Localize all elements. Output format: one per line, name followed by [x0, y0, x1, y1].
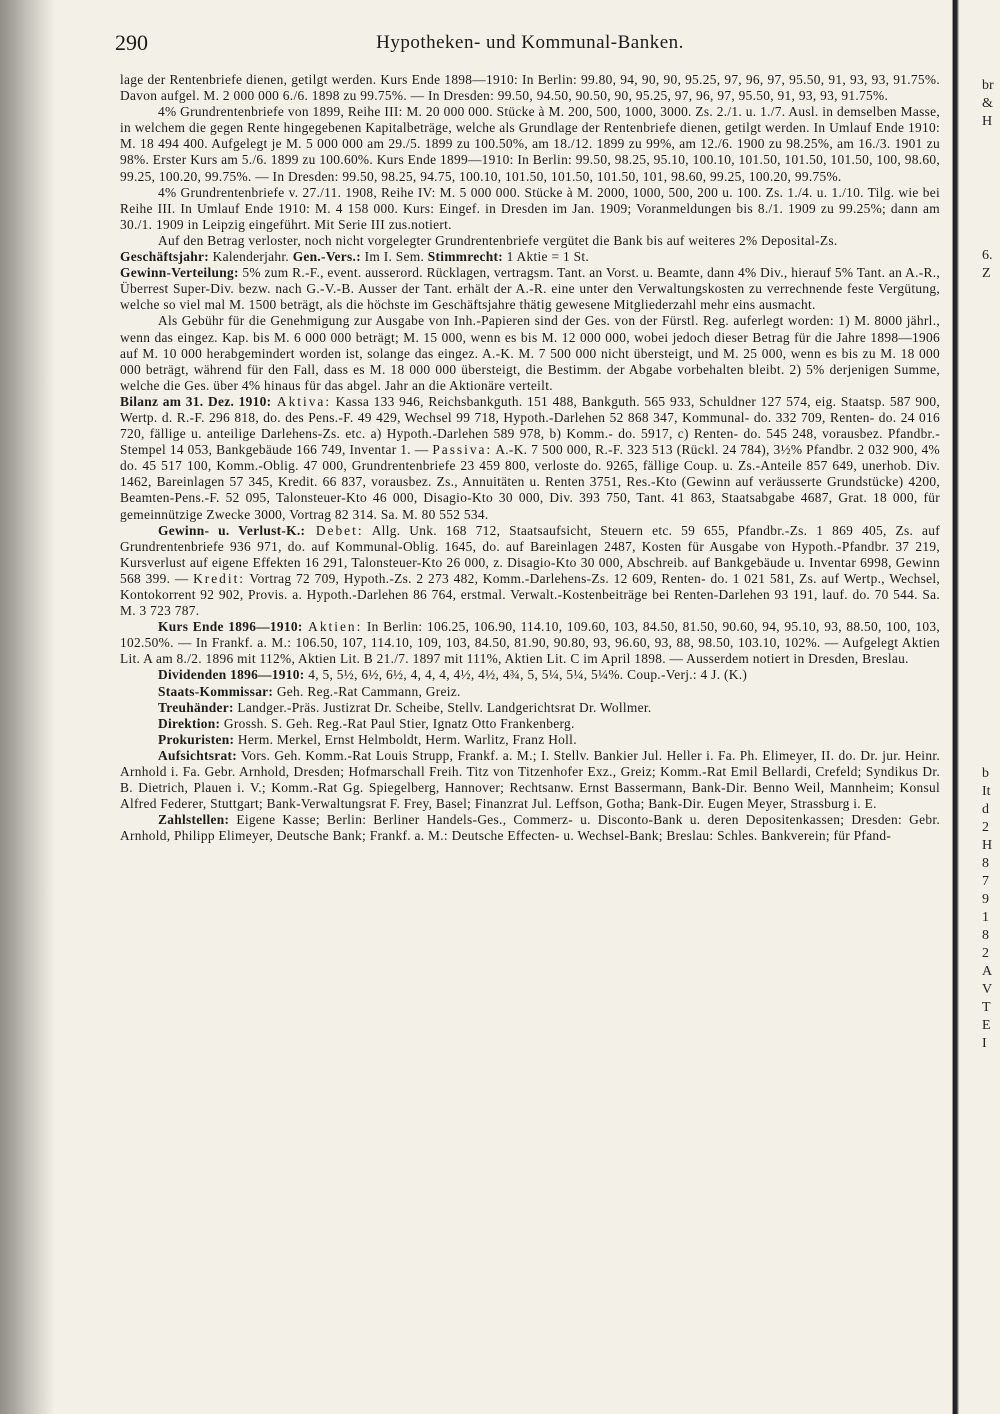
section-label: Bilanz am 31. Dez. 1910: [120, 393, 272, 409]
paragraph [120, 523, 940, 620]
section-label: Stimmrecht: [427, 249, 503, 265]
facing-page-fragment: b [982, 766, 989, 781]
paragraph-text: lage der Rentenbriefe dienen, getilgt werden. Kurs Ende 1898—1910: In Berlin: 99.80, 94, 90, 90, 95.25, 97, 96, 97, 95.50, 91, 93, 93, 91.75%. Davon aufgel. M. 2 000 000 6./6. 1898 zu 99.75%. — In Dresden: 99.50, 94.50, 90.50, 90, 95.25, 97, 96, 97, 95.50, 91, 93, 93, 91.75%. [120, 72, 940, 104]
paragraph [120, 185, 940, 233]
facing-page-edge [940, 0, 1000, 1414]
paragraph [120, 667, 940, 683]
paragraph-text: Vors. Geh. Komm.-Rat Louis Strupp, Frankf. a. M.; I. Stellv. Bankier Jul. Heller i. Fa. Ph. Elimeyer, II. do. Dr. jur. Heinr. Arnhold i. Fa. Gebr. Arnhold, Dresden; Hofmarschall Freih. Titz von Titzenhofer Exz., Greiz; Komm.-Rat Emil Bellardi, Crefeld; Syndikus Dr. B. Dietrich, Plauen i. V.; Komm.-Rat Gg. Spiegelberg, Hannover; Rechtsanw. Ernst Bassermann, Bank-Dir. Benno Weil, Mannheim; Konsul Alfred Federer, Stuttgart; Bank-Verwaltungsrat F. Frey, Basel; Finanzrat Jul. Leffson, Gotha; Bank-Dir. Eugen Meyer, Strassburg i. E. [120, 747, 940, 812]
paragraph [120, 104, 940, 184]
facing-page-fragment: Z [982, 266, 991, 281]
paragraph-text: 1 Aktie = 1 St. [503, 249, 590, 265]
spaced-label: Debet: [305, 522, 364, 538]
paragraph-text: Grossh. S. Geh. Reg.-Rat Paul Stier, Ignatz Otto Frankenberg. [220, 715, 575, 731]
section-label: Dividenden 1896—1910: [158, 667, 305, 683]
paragraph [120, 732, 940, 748]
paragraph-text: Allg. Unk. 168 712, Staatsaufsicht, Steuern etc. 59 655, Pfandbr.-Zs. 1 869 405, Zs. auf Grundrentenbriefe 936 971, do. auf Kommunal-Oblig. 1645, do. auf Bareinlagen 2487, Kosten für Ausgabe von Hypoth.-Pfandbr. 37 219, Kursverlust auf eigene Effekten 16 291, Talonsteuer-Kto 26 000, z. Disagio-Kto 30 000, Abschreib. auf Bankgebäude u. Inventar 6998, Gewinn 568 399. — [120, 522, 940, 586]
facing-page-fragment: 2 [982, 946, 989, 961]
section-label: Zahlstellen: [158, 812, 230, 828]
section-label: Kurs Ende 1896—1910: [158, 619, 303, 635]
facing-page-fragment: I [982, 1036, 987, 1051]
paragraph-text: Im I. Sem. [360, 249, 428, 265]
page-number: 290 [115, 30, 148, 55]
paragraph-text: Kassa 133 946, Reichsbankguth. 151 488, Bankguth. 565 933, Schuldner 127 574, eig. Staatsp. 587 900, Wertp. d. R.-F. 296 818, do. des Pens.-F. 49 429, Wechsel 99 718, Hypoth.-Darlehen 52 868 347, Kommunal- do. 332 709, Renten- do. 24 016 720, fällige u. anteilige Darlehens-Zs. etc. a) Hypoth.-Darlehen 589 978, b) Komm.- do. 5917, c) Renten- do. 545 248, vorausbez. Pfandbr.-Stempel 14 053, Bankgebäude 166 749, Inventar 1. — [120, 393, 940, 458]
paragraph-text: Kalenderjahr. [209, 249, 293, 265]
paragraph [120, 619, 940, 667]
section-label: Aufsichtsrat: [158, 747, 238, 763]
facing-page-fragment: T [982, 1000, 991, 1015]
article-body [120, 72, 940, 845]
paragraph [120, 265, 940, 313]
paragraph-text: Landger.-Präs. Justizrat Dr. Scheibe, Stellv. Landgerichtsrat Dr. Wollmer. [233, 699, 652, 715]
section-label: Prokuristen: [158, 731, 235, 747]
paragraph-text: 4, 5, 5½, 6½, 6½, 4, 4, 4, 4½, 4½, 4¾, 5, 5¼, 5¼, 5¼%. Coup.-Verj.: 4 J. (K.) [304, 667, 748, 683]
section-label: Geschäftsjahr: [120, 249, 209, 265]
spaced-label: Aktien: [302, 619, 363, 635]
facing-page-fragment: 2 [982, 820, 989, 835]
paragraph-text: Herm. Merkel, Ernst Helmboldt, Herm. Warlitz, Franz Holl. [234, 731, 577, 747]
page-header [115, 30, 945, 54]
facing-page-fragment: 9 [982, 892, 989, 907]
paragraph [120, 72, 940, 104]
paragraph [120, 684, 940, 700]
facing-page-fragment: 8 [982, 928, 989, 943]
spaced-label: Aktiva: [271, 393, 332, 409]
paragraph-text: Eigene Kasse; Berlin: Berliner Handels-Ges., Commerz- u. Disconto-Bank u. deren Depositenkassen; Dresden: Gebr. Arnhold, Philipp Elimeyer, Deutsche Bank; Frankf. a. M.: Deutsche Effecten- u. Wechsel-Bank; Breslau: Schles. Bankverein; für Pfand- [120, 812, 940, 844]
binding-shadow [0, 0, 55, 1414]
paragraph [120, 748, 940, 812]
paragraph-text: 5% zum R.-F., event. ausserord. Rücklagen, vertragsm. Tant. an Vorst. u. Beamte, dann 4% Div., hierauf 5% Tant. an A.-R., Überrest Super-Div. bezw. nach G.-V.-B. Ausser der Tant. erhält der A.-R. eine unter den Verwaltungskosten zu verrechnende feste Vergütung, welche so viel mal M. 1500 beträgt, als die höchste im Geschäftsjahre thätig gewesene Mitgliederzahl mehr eins ausmacht. [120, 265, 940, 313]
paragraph [120, 249, 940, 265]
paragraph-text: 4% Grundrentenbriefe v. 27./11. 1908, Reihe IV: M. 5 000 000. Stücke à M. 2000, 1000, 500, 200 u. 100. Zs. 1./4. u. 1./10. Tilg. wie bei Reihe III. In Umlauf Ende 1910: M. 4 158 000. Kurs: Eingef. in Dresden im Jan. 1909; Voranmeldungen bis 8./1. 1909 zu 99.25%; dann am 30./1. 1909 in Leipzig eingeführt. Mit Serie III zus.notiert. [120, 184, 940, 232]
paragraph [120, 313, 940, 393]
section-label: Gewinn-Verteilung: [120, 265, 239, 281]
paragraph-text: In Berlin: 106.25, 106.90, 114.10, 109.60, 103, 84.50, 81.50, 90.60, 94, 95.10, 93, 88.50, 100, 103, 102.50%. — In Frankf. a. M.: 106.50, 107, 114.10, 109, 103, 84.50, 81.90, 90.80, 93, 96.60, 93, 88, 98.50, 103.10, 102%. — Aufgelegt Aktien Lit. A am 8./2. 1896 mit 112%, Aktien Lit. B 21./7. 1897 mit 111%, Aktien Lit. C im April 1898. — Ausserdem notiert in Dresden, Breslau. [120, 619, 940, 667]
facing-page-fragment: 7 [982, 874, 989, 889]
paragraph [120, 700, 940, 716]
section-label: Staats-Kommissar: [158, 683, 274, 699]
paragraph-text: Als Gebühr für die Genehmigung zur Ausgabe von Inh.-Papieren sind der Ges. von der Fürstl. Reg. auferlegt worden: 1) M. 8000 jährl., wenn das eingez. Kap. bis M. 6 000 000 beträgt; M. 15 000, wenn es bis M. 12 000 000, wobei jedoch dieser Betrag für die Jahre 1898—1906 auf M. 10 000 herabgemindert worden ist, solange das eingez. A.-K. M. 7 500 000 nicht übersteigt, und M. 25 000, wenn es bis zu M. 18 000 000 beträgt, während für den Fall, dass es M. 18 000 000 übersteigt, die Bestimm. der Abgabe vorbehalten bleibt. 2) 5% derjenigen Summe, welche die Ges. über 4% hinaus für das abgel. Jahr an die Aktionäre verteilt. [120, 313, 940, 393]
facing-page-fragment: & [982, 96, 993, 111]
paragraph [120, 233, 940, 249]
section-label: Treuhänder: [158, 699, 234, 715]
paragraph [120, 716, 940, 732]
paragraph-text: A.-K. 7 500 000, R.-F. 323 513 (Rückl. 24 784), 3½% Pfandbr. 2 032 900, 4% do. 45 517 100, Komm.-Oblig. 47 000, Grundrentenbriefe 23 459 800, verloste do. 9265, fällige Coup. u. Zs.-Anteile 857 649, unerhob. Div. 1462, Bareinlagen 57 345, Kredit. 66 837, vorausbez. Zs., Annuitäten u. Renten 3751, Res.-Kto (Gewinn auf veräusserte Grundstücke) 4200, Beamten-Pens.-F. 52 095, Talonsteuer-Kto 46 000, Disagio-Kto 30 000, Div. 393 750, Tant. 41 863, Staatsabgabe 4687, Grat. 18 000, für gemeinnützige Zwecke 3000, Vortrag 82 314. Sa. M. 80 552 534. [120, 442, 940, 522]
facing-page-fragment: 6. [982, 248, 993, 263]
facing-page-fragment: br [982, 78, 994, 93]
section-label: Direktion: [158, 715, 221, 731]
paragraph [120, 394, 940, 523]
facing-page-fragment: d [982, 802, 989, 817]
spaced-label: Kredit: [193, 570, 246, 586]
spaced-label: Passiva: [432, 442, 493, 458]
facing-page-fragment: H [982, 838, 993, 853]
facing-page-fragment: It [982, 784, 991, 799]
paragraph-text: Vortrag 72 709, Hypoth.-Zs. 2 273 482, Komm.-Darlehens-Zs. 12 609, Renten- do. 1 021 581, Zs. auf Wertp., Wechsel, Kontokorrent 92 902, Provis. a. Hypoth.-Darlehen 86 764, erstmal. Verwalt.-Kostenbeiträge bei Renten-Darlehen 93 191, lauf. do. 70 544. Sa. M. 3 723 787. [120, 570, 940, 619]
section-label: Gen.-Vers.: [292, 249, 361, 265]
facing-page-fragment: V [982, 982, 993, 997]
facing-page-fragment: 1 [982, 910, 989, 925]
paragraph [120, 812, 940, 844]
facing-page-fragment: A [982, 964, 993, 979]
paragraph-text: 4% Grundrentenbriefe von 1899, Reihe III: M. 20 000 000. Stücke à M. 200, 500, 1000, 3000. Zs. 2./1. u. 1./7. Ausl. in demselben Masse, in welchem die gegen Rente hingegebenen Kapitalbeträge, welche als Grundlage der Rentenbriefe dienen, getilgt werden. In Umlauf Ende 1910: M. 18 494 400. Aufgelegt je M. 5 000 000 am 29./5. 1899 zu 100.50%, am 18./12. 1899 zu 99%, am 12./6. 1900 zu 98.25%, am 16./3. 1901 zu 98%. Erster Kurs am 5./6. 1899 zu 100.60%. Kurs Ende 1899—1910: In Berlin: 99.50, 98.25, 95.10, 100.10, 101.50, 101.50, 101.50, 100, 98.60, 99.25, 100.20, 99.75%. — In Dresden: 99.50, 98.25, 94.75, 100.10, 101.50, 101.50, 101.50, 101, 98.60, 99.25, 100.20, 99.75%. [120, 104, 940, 184]
paragraph-text: Geh. Reg.-Rat Cammann, Greiz. [273, 683, 461, 699]
facing-page-fragment: E [982, 1018, 991, 1033]
paragraph-text: Auf den Betrag verloster, noch nicht vorgelegter Grundrentenbriefe vergütet die Bank bis auf weiteres 2% Deposital-Zs. [158, 232, 838, 248]
facing-page-fragment: 8 [982, 856, 989, 871]
facing-page-fragment: H [982, 114, 993, 129]
section-label: Gewinn- u. Verlust-K.: [158, 522, 306, 538]
running-title: Hypotheken- und Kommunal-Banken. [376, 32, 684, 53]
